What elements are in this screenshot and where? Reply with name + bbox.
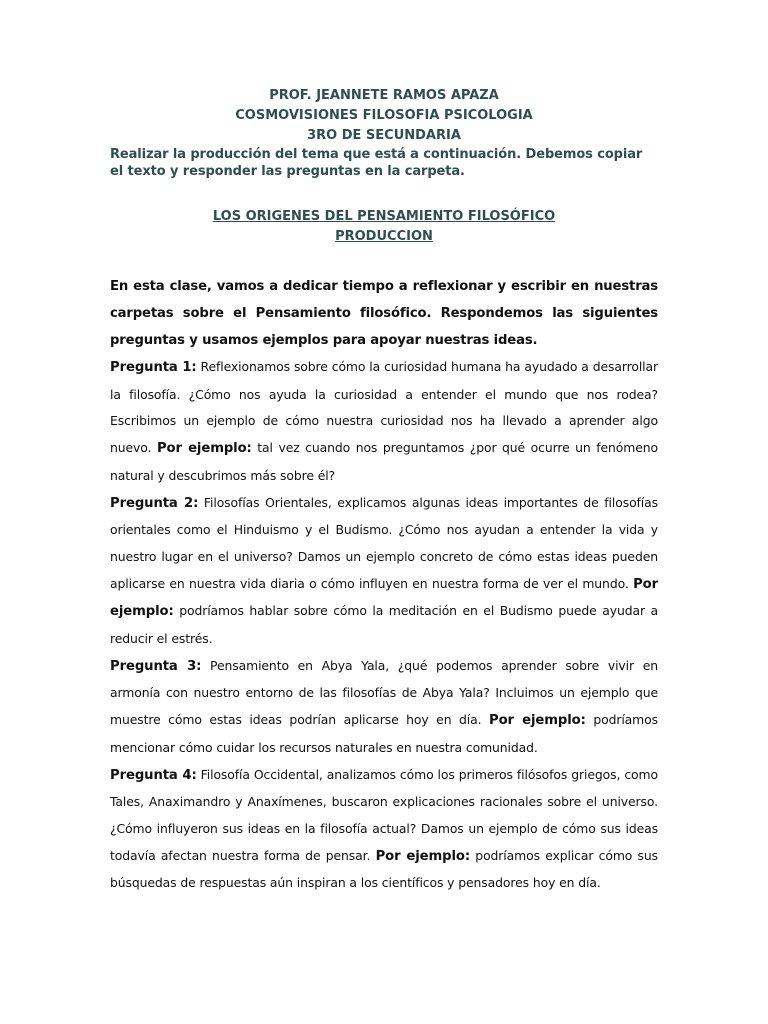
- grade-level: 3RO DE SECUNDARIA: [307, 128, 461, 143]
- example-text: podríamos hablar sobre cómo la meditación en el Budismo puede ayudar a reducir el estrés.: [110, 603, 658, 647]
- question-label: Pregunta 1:: [110, 360, 197, 375]
- example-text: podríamos explicar cómo sus búsquedas de respuestas aún inspiran a los científicos y pensadores hoy en día.: [110, 847, 658, 891]
- question-3: [110, 653, 658, 762]
- example-text: tal vez cuando nos preguntamos ¿por qué ocurre un fenómeno natural y descubrimos más sobre él?: [110, 440, 658, 483]
- question-label: Pregunta 3:: [110, 658, 202, 674]
- question-2: [110, 490, 658, 653]
- question-text: Filosofía Occidental, analizamos cómo los primeros filósofos griegos, como Tales, Anaximandro y Anaxímenes, buscaron explicaciones racionales sobre el universo. ¿Cómo influyeron sus ideas en la filosofía actual? Damos un ejemplo de cómo sus ideas todavía afectan nuestra forma de pensar.: [110, 766, 658, 863]
- question-1: [110, 354, 658, 490]
- example-label: Por ejemplo:: [156, 441, 252, 457]
- question-text: Reflexionamos sobre cómo la curiosidad humana ha ayudado a desarrollar la filosofía. ¿Cómo nos ayuda la curiosidad a entender el mundo que nos rodea? Escribimos un ejemplo de cómo nuestra curiosidad nos ha llevado a aprender algo nuevo.: [110, 359, 658, 456]
- document-title: LOS ORIGENES DEL PENSAMIENTO FILOSÓFICO: [212, 209, 556, 224]
- example-label: Por ejemplo:: [375, 848, 471, 864]
- document-header: [110, 86, 658, 146]
- intro-paragraph: En esta clase, vamos a dedicar tiempo a reflexionar y escribir en nuestras carpetas sobre el Pensamiento filosófico. Respondemos las siguientes preguntas y usamos ejemplos para apoyar nuestras ideas.: [110, 279, 658, 348]
- title-block: [110, 207, 658, 247]
- example-text: podríamos mencionar cómo cuidar los recursos naturales en nuestra comunidad.: [110, 712, 658, 755]
- question-text: Filosofías Orientales, explicamos algunas ideas importantes de filosofías orientales como el Hinduismo y el Budismo. ¿Cómo nos ayudan a entender la vida y nuestro lugar en el universo? Damos un ejemplo concreto de cómo estas ideas pueden aplicarse en nuestra vida diaria o cómo influyen en nuestra forma de ver el mundo.: [110, 494, 659, 591]
- question-label: Pregunta 2:: [110, 495, 199, 511]
- instructions-text: Realizar la producción del tema que está a continuación. Debemos copiar el texto y responder las preguntas en la carpeta.: [110, 147, 643, 179]
- question-label: Pregunta 4:: [110, 767, 197, 783]
- teacher-name: PROF. JEANNETE RAMOS APAZA: [269, 88, 499, 103]
- question-text: Pensamiento en Abya Yala, ¿qué podemos aprender sobre vivir en armonía con nuestro entorno de las filosofías de Abya Yala? Incluimos un ejemplo que muestre cómo estas ideas podrían aplicarse hoy en día.: [110, 657, 658, 728]
- document-page: [110, 86, 658, 897]
- question-4: [110, 762, 658, 898]
- example-label: Por ejemplo:: [110, 576, 658, 620]
- example-label: Por ejemplo:: [489, 713, 586, 729]
- subject-name: COSMOVISIONES FILOSOFIA PSICOLOGIA: [235, 108, 533, 123]
- document-subtitle: PRODUCCION: [335, 229, 433, 244]
